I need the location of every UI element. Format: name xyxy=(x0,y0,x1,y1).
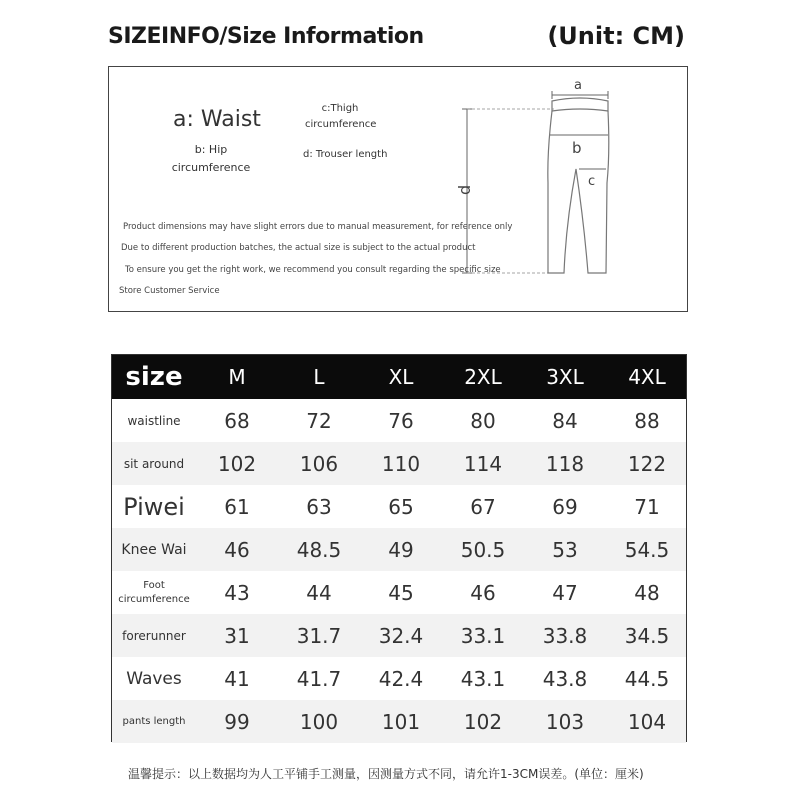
row-label: Piwei xyxy=(123,492,185,521)
table-row xyxy=(112,442,686,485)
table-cell: 84 xyxy=(552,408,578,433)
row-label: pants length xyxy=(122,715,186,727)
table-cell: 110 xyxy=(381,451,421,476)
table-cell: 50.5 xyxy=(460,537,506,562)
table-cell: 41 xyxy=(224,666,250,691)
table-cell: 33.8 xyxy=(542,623,588,648)
letter-a: a xyxy=(574,78,582,93)
table-cell: 80 xyxy=(470,408,496,433)
table-cell: 88 xyxy=(634,408,660,433)
table-cell: 43.8 xyxy=(542,666,588,691)
table-cell: 76 xyxy=(388,408,414,433)
unit-label: (Unit: CM) xyxy=(547,22,685,50)
page-title: SIZEINFO/Size Information xyxy=(108,24,424,49)
row-label: forerunner xyxy=(122,628,186,643)
size-table xyxy=(111,354,687,742)
table-cell: 49 xyxy=(388,537,414,562)
table-cell: 103 xyxy=(545,709,585,734)
measurement-note: Product dimensions may have slight errors due to manual measurement, for reference only xyxy=(123,222,513,232)
trousers-diagram xyxy=(454,73,644,305)
table-cell: 69 xyxy=(552,494,578,519)
table-cell: 53 xyxy=(552,537,578,562)
row-label: Waves xyxy=(126,668,182,689)
table-cell: 68 xyxy=(224,408,250,433)
table-cell: 46 xyxy=(224,537,250,562)
table-cell: 45 xyxy=(388,580,414,605)
letter-b: b xyxy=(572,139,582,157)
footer-note: 温馨提示：以上数据均为人工平铺手工测量，因测量方式不同，请允许1-3CM误差。(单位：厘米) xyxy=(128,767,644,781)
table-cell: 34.5 xyxy=(624,623,670,648)
table-cell: 47 xyxy=(552,580,578,605)
table-cell: 106 xyxy=(299,451,339,476)
table-cell: 100 xyxy=(299,709,339,734)
table-cell: 71 xyxy=(634,494,660,519)
row-label: waistline xyxy=(127,413,181,428)
table-cell: 118 xyxy=(545,451,585,476)
size-header-row xyxy=(112,355,686,399)
table-cell: 44.5 xyxy=(624,666,670,691)
table-row xyxy=(112,528,686,571)
table-cell: 99 xyxy=(224,709,250,734)
table-cell: 41.7 xyxy=(296,666,342,691)
table-cell: 42.4 xyxy=(378,666,424,691)
table-cell: 46 xyxy=(470,580,496,605)
letter-d: d xyxy=(455,184,474,195)
size-col-header: L xyxy=(313,365,325,389)
table-cell: 33.1 xyxy=(460,623,506,648)
table-row xyxy=(112,657,686,700)
table-cell: 54.5 xyxy=(624,537,670,562)
size-col-header: XL xyxy=(388,365,414,389)
table-cell: 44 xyxy=(306,580,332,605)
table-cell: 48 xyxy=(634,580,660,605)
size-header-label: size xyxy=(125,362,183,392)
size-col-header: M xyxy=(228,365,246,389)
size-col-header: 2XL xyxy=(464,365,502,389)
table-cell: 43.1 xyxy=(460,666,506,691)
table-cell: 65 xyxy=(388,494,414,519)
row-label: Knee Wai xyxy=(121,541,187,558)
waistband-outline xyxy=(552,98,608,111)
table-row xyxy=(112,399,686,442)
table-cell: 67 xyxy=(470,494,496,519)
letter-c: c xyxy=(588,174,596,189)
table-row xyxy=(112,485,686,528)
table-row xyxy=(112,700,686,743)
thigh-label: c:Thigh circumference xyxy=(305,103,377,130)
table-cell: 122 xyxy=(627,451,667,476)
size-col-header: 3XL xyxy=(546,365,584,389)
table-cell: 102 xyxy=(463,709,503,734)
table-cell: 43 xyxy=(224,580,250,605)
table-row xyxy=(112,614,686,657)
table-cell: 63 xyxy=(306,494,332,519)
table-cell: 48.5 xyxy=(296,537,342,562)
table-cell: 32.4 xyxy=(378,623,424,648)
table-cell: 61 xyxy=(224,494,250,519)
table-cell: 31.7 xyxy=(296,623,342,648)
row-label: sit around xyxy=(123,456,185,471)
size-info-panel xyxy=(108,66,688,312)
row-label: Foot circumference xyxy=(118,579,190,605)
batch-note: Due to different production batches, the actual size is subject to the actual product xyxy=(121,243,476,253)
table-cell: 31 xyxy=(224,623,250,648)
size-col-header: 4XL xyxy=(628,365,666,389)
waist-label: a: Waist xyxy=(173,107,261,132)
trouser-length-label: d: Trouser length xyxy=(303,149,388,160)
table-cell: 104 xyxy=(627,709,667,734)
table-cell: 102 xyxy=(217,451,257,476)
table-cell: 114 xyxy=(463,451,503,476)
table-cell: 101 xyxy=(381,709,421,734)
customer-service-note: Store Customer Service xyxy=(119,286,220,296)
table-row xyxy=(112,571,686,614)
consult-note: To ensure you get the right work, we recommend you consult regarding the specific size xyxy=(125,265,501,275)
hip-label: b: Hip circumference xyxy=(171,143,251,174)
table-cell: 72 xyxy=(306,408,332,433)
